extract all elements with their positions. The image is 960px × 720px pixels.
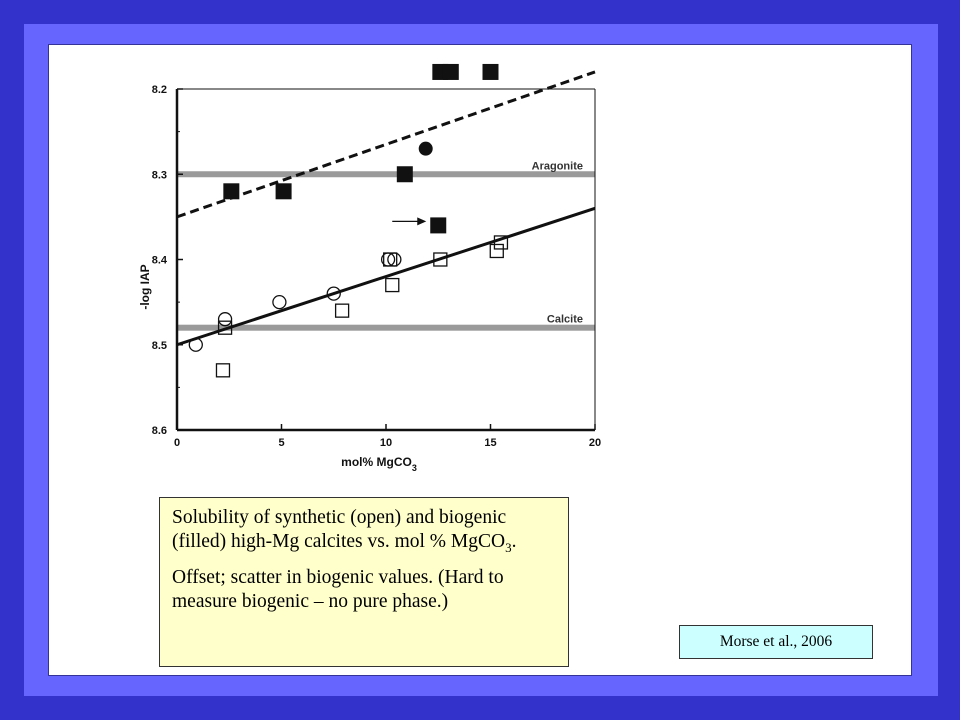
- fit-lines: [177, 72, 595, 345]
- y-axis-label: -log IAP: [138, 264, 152, 310]
- data-point-open-square: [336, 304, 349, 317]
- slide: [48, 44, 912, 676]
- x-tick-label: 5: [278, 437, 285, 449]
- data-point-open-square: [490, 244, 503, 257]
- data-point-open-square: [216, 364, 229, 377]
- data-point-open-square: [386, 279, 399, 292]
- y-tick-label: 8.5: [151, 339, 167, 352]
- data-point-filled-square: [430, 217, 446, 233]
- x-axis-label: [341, 455, 417, 473]
- citation-box: Morse et al., 2006: [679, 625, 873, 659]
- x-tick-label: 15: [484, 437, 497, 449]
- x-tick-label: 20: [588, 437, 602, 449]
- data-point-open-circle: [219, 313, 232, 326]
- x-tick-label: 0: [173, 437, 181, 449]
- chart-axes: [152, 84, 601, 449]
- x-axis-label-sub: 3: [411, 463, 417, 473]
- y-tick-label: 8.6: [151, 425, 167, 437]
- reference-bands: [177, 160, 595, 330]
- data-point-filled-square: [443, 64, 459, 80]
- reference-label-calcite: Calcite: [546, 313, 583, 326]
- y-tick-label: 8.2: [151, 84, 167, 96]
- fit-line-dashed: [177, 72, 595, 217]
- arrow-head: [417, 217, 426, 225]
- chart: [138, 84, 609, 485]
- x-tick-label: 10: [379, 437, 393, 449]
- data-point-filled-square: [223, 183, 239, 199]
- fit-line-solid: [177, 208, 595, 344]
- reference-label-aragonite: Aragonite: [531, 160, 583, 173]
- data-point-open-circle: [189, 338, 202, 351]
- caption-line-1: Solubility of synthetic (open) and biogenic (filled) high-Mg calcites vs. mol % MgCO$_3$.: [172, 507, 517, 555]
- data-point-filled-square: [397, 166, 413, 182]
- caption-line-2: Offset; scatter in biogenic values. (Hard to measure biogenic – no pure phase.): [172, 566, 504, 612]
- y-tick-label: 8.4: [151, 254, 167, 267]
- x-axis-label-main: mol% MgCO: [341, 455, 412, 469]
- data-point-filled-square: [276, 183, 292, 199]
- y-tick-label: 8.3: [151, 169, 167, 182]
- caption-box: [159, 497, 569, 667]
- data-point-open-circle: [273, 296, 286, 309]
- data-point-filled-square: [483, 64, 499, 80]
- data-point-filled-circle: [419, 142, 433, 156]
